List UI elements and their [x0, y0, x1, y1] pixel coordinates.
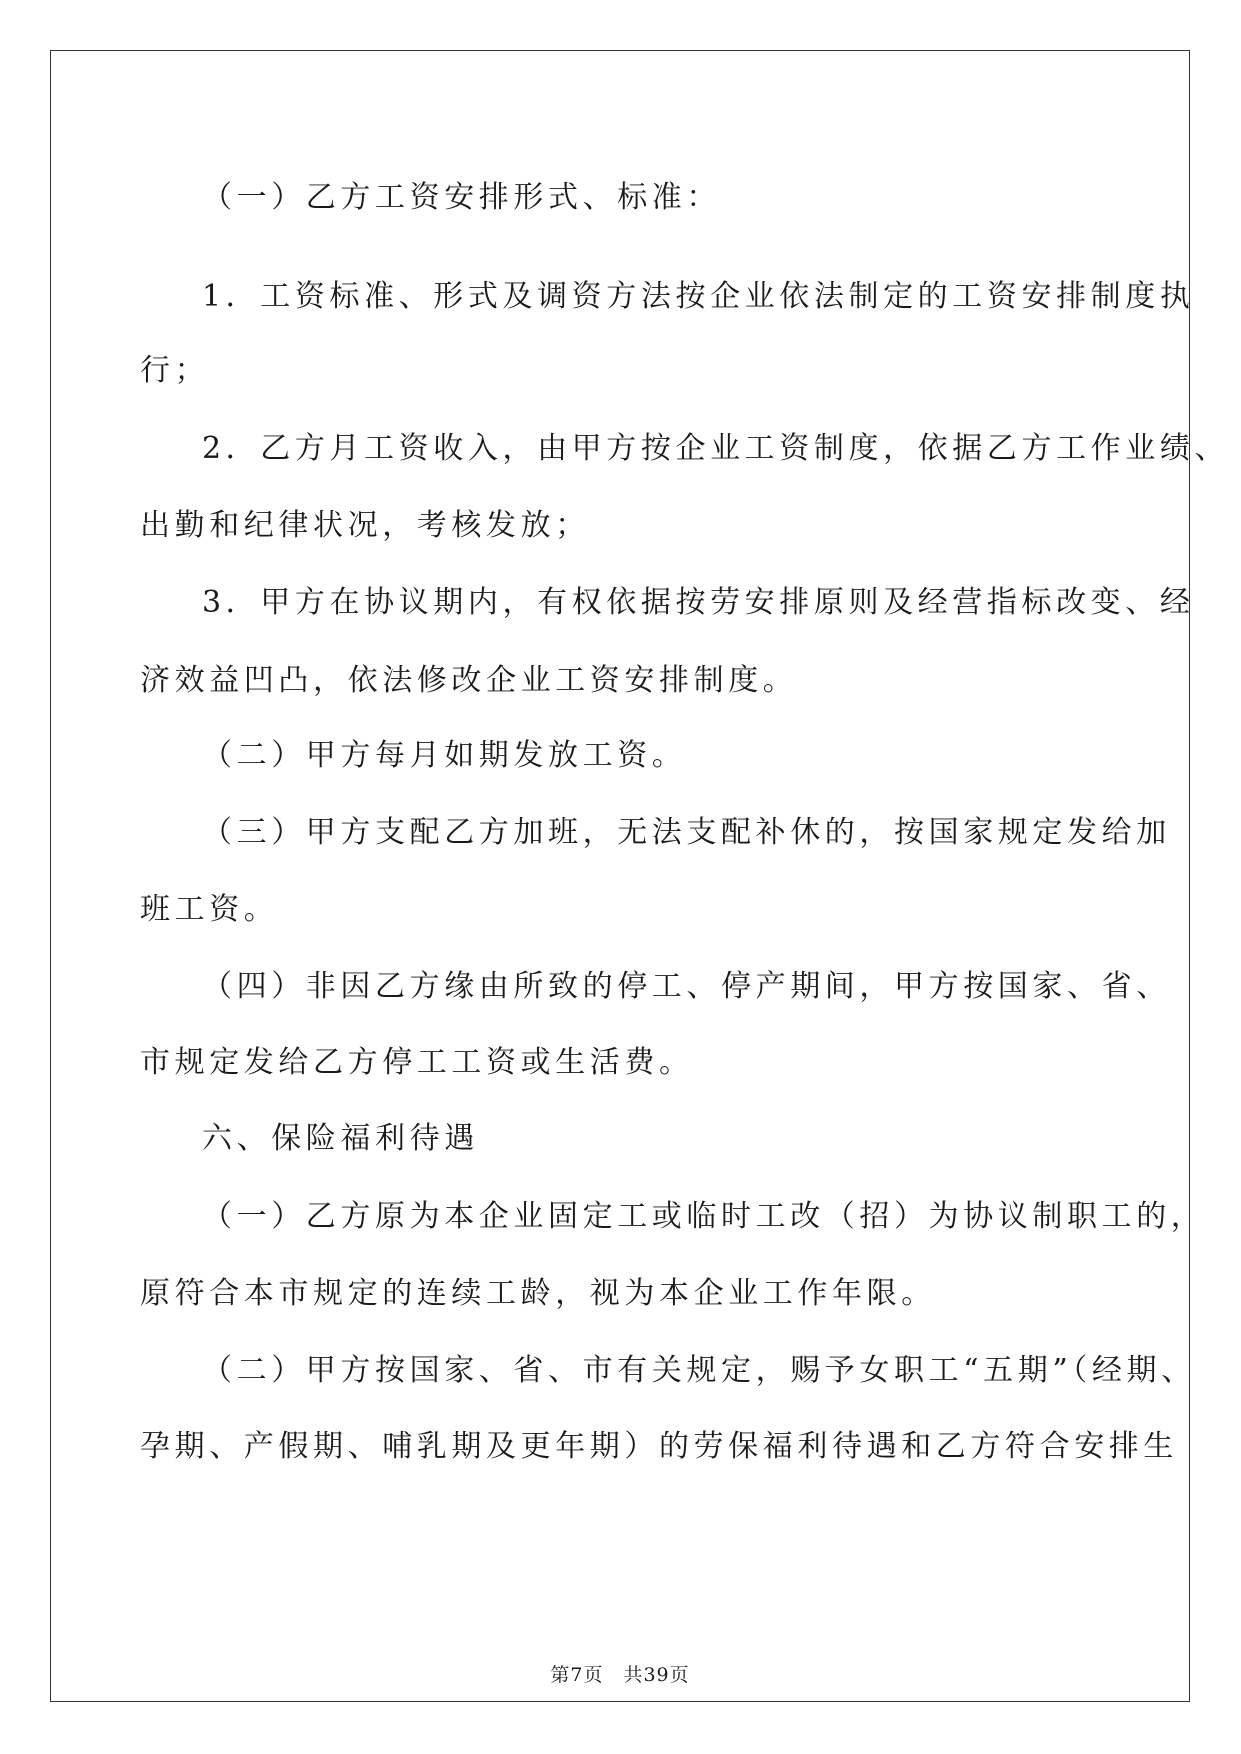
- paragraph-line: 孕期、产假期、哺乳期及更年期）的劳保福利待遇和乙方符合安排生: [140, 1429, 1178, 1464]
- paragraph-line: 行；: [140, 353, 210, 388]
- paragraph-line: （一）乙方工资安排形式、标准：: [202, 180, 721, 215]
- paragraph-line: 出勤和纪律状况，考核发放；: [140, 508, 590, 543]
- page-frame: [50, 50, 1230, 1702]
- paragraph-line: （一）乙方原为本企业固定工或临时工改（招）为协议制职工的，: [202, 1199, 1206, 1234]
- paragraph-line: 市规定发给乙方停工工资或生活费。: [140, 1045, 694, 1080]
- paragraph-line: 3．甲方在协议期内，有权依据按劳安排原则及经营指标改变、经: [202, 585, 1195, 620]
- paragraph-line: 济效益凹凸，依法修改企业工资安排制度。: [140, 663, 798, 698]
- paragraph-line: （二）甲方按国家、省、市有关规定，赐予女职工“五期”（经期、: [202, 1353, 1196, 1388]
- page-number-footer: 第7页 共39页: [550, 1664, 690, 1686]
- paragraph-line: （二）甲方每月如期发放工资。: [202, 738, 687, 773]
- paragraph-line: （四）非因乙方缘由所致的停工、停产期间，甲方按国家、省、: [202, 969, 1171, 1004]
- paragraph-line: 班工资。: [140, 892, 279, 927]
- paragraph-line: （三）甲方支配乙方加班，无法支配补休的，按国家规定发给加: [202, 815, 1171, 850]
- paragraph-line: 2．乙方月工资收入，由甲方按企业工资制度，依据乙方工作业绩、: [202, 431, 1230, 466]
- section-heading: 六、保险福利待遇: [202, 1121, 479, 1156]
- paragraph-line: 1．工资标准、形式及调资方法按企业依法制定的工资安排制度执: [202, 279, 1195, 314]
- paragraph-line: 原符合本市规定的连续工龄，视为本企业工作年限。: [140, 1276, 936, 1311]
